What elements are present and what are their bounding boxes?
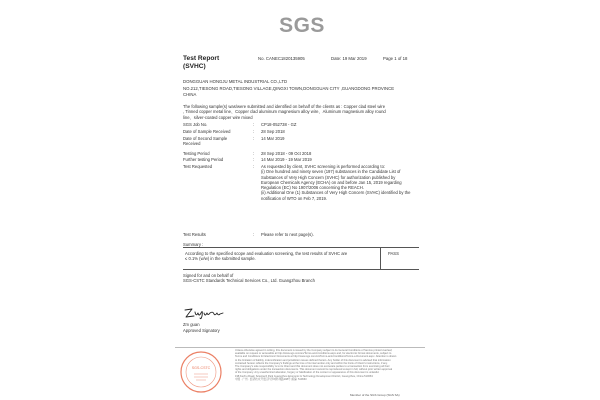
field-test-requested — [183, 164, 423, 204]
summary-label: Summary : — [183, 242, 204, 247]
field-value: 28 Sep 2018 - 09 Oct 2018 — [261, 151, 312, 156]
handwritten-signature — [183, 304, 233, 322]
report-title-line1: Test Report — [183, 55, 220, 62]
field-separator: : — [253, 164, 255, 169]
field-second-sample — [183, 136, 423, 148]
report-title — [183, 55, 219, 72]
field-value: 14 Mar 2019 - 19 Mar 2019 — [261, 157, 312, 162]
page-number: Page 1 of 18 — [383, 56, 408, 61]
test-requested-line: notification of WTO on Feb 7, 2019. — [261, 195, 328, 201]
test-requested-line: Substances of Very High Concern (SVHC) for authorization published by — [261, 174, 396, 180]
field-value — [261, 164, 423, 201]
intro-paragraph — [183, 104, 419, 120]
fine-print-line: Unless otherwise agreed in writing, this document is issued by the Company subject to its General Conditions of Service printed overleaf, — [235, 349, 393, 352]
footer-fine-print — [235, 349, 425, 381]
summary-text — [185, 251, 381, 262]
field-separator: : — [253, 122, 255, 127]
signatory-name: Zm guan — [183, 322, 200, 327]
field-label: Testing Period — [183, 151, 210, 156]
field-value: 14 Mar 2019 — [261, 136, 285, 141]
stamp-text: SGS-CSTC — [191, 366, 211, 370]
fine-print-line: contained hereon reflects the Company's findings at the time of its intervention only and within the limits of Client's instructions, if any. — [235, 361, 388, 365]
field-label: SGS Job No. — [183, 122, 208, 127]
intro-line: , Tinned copper metal line、Copper clad aluminum magnesium alloy wire、Aluminum magnesium alloy round — [183, 109, 386, 115]
fine-print-line: 中国 · 广州 · 经济技术开发区科学城科珠路198号 邮编: 510663 — [235, 377, 307, 381]
field-value: Please refer to next page(s). — [261, 232, 314, 237]
test-requested-line: Regulation (EC) No 1907/2006 concerning the REACH. — [261, 185, 364, 191]
applicant-name: DONGGUAN HONGJU METAL INDUSTRIAL CO.,LTD — [183, 79, 288, 84]
applicant-address-line1: NO.212,TIESONG ROAD,TIESONG VILLAGE,QINGXI TOWN,DONGGUAN CITY ,GUANGDONG PROVINCE — [183, 86, 395, 91]
fine-print-line: Terms and Conditions for Electronic Documents at http://www.sgs.com/en/Terms-and-Conditions/Terms-e-Document.aspx. Attention is drawn — [235, 355, 397, 359]
summary-text-line: ≤ 0.1% (w/w) in the submitted sample. — [185, 256, 256, 262]
fine-print-line: to the limitation of liability, indemnification and jurisdiction issues defined therein. Any holder of this document is advised that information — [235, 358, 391, 362]
intro-line: line、silver-coated copper wire mixed — [183, 114, 253, 120]
applicant-address-line2: CHINA — [183, 92, 197, 97]
signed-line: SGS-CSTC Standards Technical Services Co., Ltd. Guangzhou Branch — [183, 278, 315, 284]
field-label: Further testing Period — [183, 157, 224, 162]
test-requested-line: European Chemicals Agency (ECHA) on and before Jan 15, 2019 regarding — [261, 179, 402, 185]
field-label-line: Received — [183, 141, 201, 147]
field-label — [183, 136, 261, 147]
fine-print-line: 198 Kezhu Road, Scientech Park Guangzhou Economic & Technology Development District, Guangzhou, China 510663 — [235, 374, 373, 378]
member-line: Member of the SGS Group (SGS SA) — [350, 393, 400, 397]
field-separator: : — [253, 151, 255, 156]
field-separator: : — [253, 157, 255, 162]
signatory-role: Approved Signatory — [183, 328, 220, 333]
summary-divider — [380, 248, 381, 269]
summary-text-line: According to the specified scope and evaluation screening, the test results of SVHC are — [185, 251, 348, 256]
summary-result: PASS — [388, 251, 399, 256]
field-label-line: Date of Second Sample — [183, 136, 228, 141]
field-value: 28 Sep 2018 — [261, 129, 285, 134]
sgs-logo: SGS — [279, 14, 325, 37]
fine-print-line: available on request or accessible at http://www.sgs.com/en/Terms-and-Conditions.aspx and, for electronic format documents, subject to — [235, 352, 392, 356]
fine-print-line: The Company's sole responsibility is to its Client and this document does not exonerate parties to a transaction from exercising all their — [235, 365, 390, 369]
report-title-line2: (SVHC) — [183, 63, 206, 71]
field-separator: : — [253, 129, 255, 134]
signed-line: Signed for and on behalf of — [183, 273, 234, 278]
field-separator: : — [253, 136, 255, 141]
test-requested-line: (i) One hundred and ninety seven (197) substances in the Candidate List of — [261, 169, 401, 175]
field-label: Date of Sample Received — [183, 129, 231, 134]
field-label: Test Results — [183, 232, 206, 237]
field-label: Test Requested — [183, 164, 213, 169]
fine-print-line: rights and obligations under the transaction documents. This document cannot be reproduced except in full, without prior written approval — [235, 368, 393, 372]
intro-line: The following sample(s) was/were submitted and identified on behalf of the clients as : Copper clad steel wire — [183, 104, 386, 109]
report-number: No. CANEC1820135905 — [258, 56, 305, 61]
summary-table — [183, 247, 419, 270]
test-requested-line: (ii) Additional One (1) Substances of Very High Concern (SVHC) identified by the — [261, 190, 411, 196]
field-value: CP18-052738 - GZ — [261, 122, 297, 127]
fine-print-line: of the Company. Any unauthorized alteration, forgery or falsification of the content or appearance of this document is unlawful. — [235, 371, 380, 375]
signed-on-behalf — [183, 273, 315, 284]
company-stamp — [176, 348, 226, 394]
report-date: Date: 19 Mar 2019 — [331, 56, 367, 61]
field-separator: : — [253, 232, 255, 237]
test-requested-line: As requested by client, SVHC screening is performed according to: — [261, 164, 386, 169]
